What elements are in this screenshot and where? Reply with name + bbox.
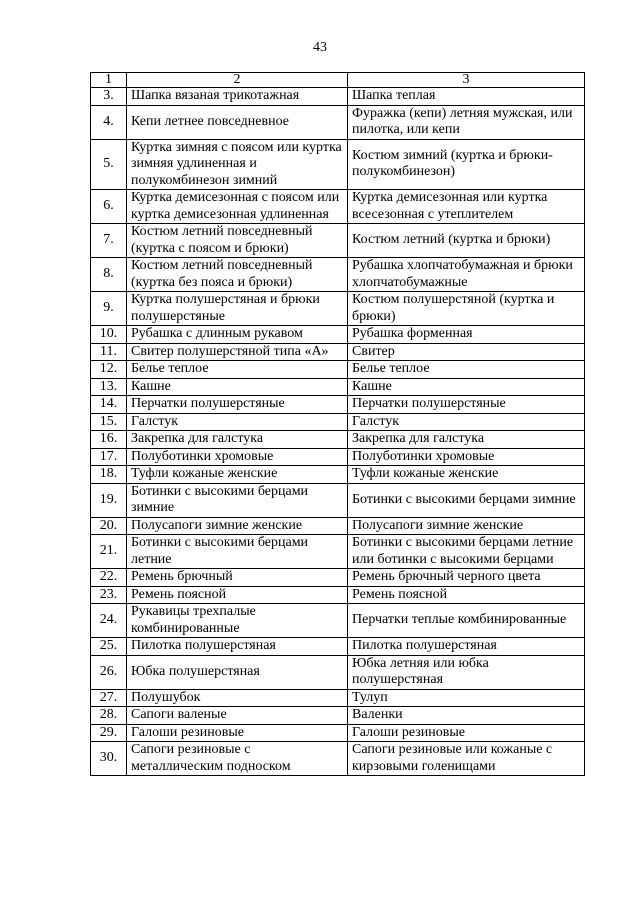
replacement-item-cell: Валенки bbox=[348, 707, 585, 725]
replaced-item-cell: Галстук bbox=[127, 413, 348, 431]
table-row bbox=[91, 396, 585, 414]
replacement-item-cell: Рубашка хлопчатобумажная и брюки хлопчатобумажные bbox=[348, 258, 585, 292]
replaced-item-cell: Куртка полушерстяная и брюки полушерстяные bbox=[127, 292, 348, 326]
table-row bbox=[91, 569, 585, 587]
table-row bbox=[91, 724, 585, 742]
replaced-item-cell: Сапоги валеные bbox=[127, 707, 348, 725]
replaced-item-cell: Ремень брючный bbox=[127, 569, 348, 587]
replaced-item-cell: Кепи летнее повседневное bbox=[127, 105, 348, 139]
replaced-item-cell: Свитер полушерстяной типа «А» bbox=[127, 343, 348, 361]
table-row bbox=[91, 742, 585, 776]
row-number-cell: 28. bbox=[91, 707, 127, 725]
table-row bbox=[91, 655, 585, 689]
table-row bbox=[91, 431, 585, 449]
table-row bbox=[91, 604, 585, 638]
replacement-item-cell: Туфли кожаные женские bbox=[348, 466, 585, 484]
replaced-item-cell: Юбка полушерстяная bbox=[127, 655, 348, 689]
replaced-item-cell: Ботинки с высокими берцами зимние bbox=[127, 483, 348, 517]
replaced-item-cell: Костюм летний повседневный (куртка без пояса и брюки) bbox=[127, 258, 348, 292]
replaced-item-cell: Ремень поясной bbox=[127, 586, 348, 604]
row-number-cell: 10. bbox=[91, 326, 127, 344]
row-number-cell: 11. bbox=[91, 343, 127, 361]
table-row bbox=[91, 448, 585, 466]
table-row bbox=[91, 88, 585, 106]
replaced-item-cell: Кашне bbox=[127, 378, 348, 396]
row-number-cell: 7. bbox=[91, 224, 127, 258]
table-row bbox=[91, 361, 585, 379]
row-number-cell: 15. bbox=[91, 413, 127, 431]
replacement-item-cell: Полуботинки хромовые bbox=[348, 448, 585, 466]
row-number-cell: 19. bbox=[91, 483, 127, 517]
row-number-cell: 13. bbox=[91, 378, 127, 396]
row-number-cell: 12. bbox=[91, 361, 127, 379]
replaced-item-cell: Сапоги резиновые с металлическим подноском bbox=[127, 742, 348, 776]
replacement-item-cell: Рубашка форменная bbox=[348, 326, 585, 344]
replaced-item-cell: Галоши резиновые bbox=[127, 724, 348, 742]
replacement-item-cell: Шапка теплая bbox=[348, 88, 585, 106]
table-row bbox=[91, 689, 585, 707]
replacement-item-cell: Белье теплое bbox=[348, 361, 585, 379]
replacement-item-cell: Свитер bbox=[348, 343, 585, 361]
table-row bbox=[91, 292, 585, 326]
replacement-item-cell: Костюм полушерстяной (куртка и брюки) bbox=[348, 292, 585, 326]
replacement-item-cell: Ремень брючный черного цвета bbox=[348, 569, 585, 587]
replacement-item-cell: Костюм зимний (куртка и брюки-полукомбинезон) bbox=[348, 139, 585, 190]
replaced-item-cell: Полуботинки хромовые bbox=[127, 448, 348, 466]
replacement-item-cell: Куртка демисезонная или куртка всесезонная с утеплителем bbox=[348, 190, 585, 224]
row-number-cell: 5. bbox=[91, 139, 127, 190]
replacement-item-cell: Кашне bbox=[348, 378, 585, 396]
table-row bbox=[91, 139, 585, 190]
replaced-item-cell: Рубашка с длинным рукавом bbox=[127, 326, 348, 344]
replacement-item-cell: Ремень поясной bbox=[348, 586, 585, 604]
replacement-item-cell: Перчатки полушерстяные bbox=[348, 396, 585, 414]
replaced-item-cell: Шапка вязаная трикотажная bbox=[127, 88, 348, 106]
table-row bbox=[91, 517, 585, 535]
table-row bbox=[91, 638, 585, 656]
table-row bbox=[91, 258, 585, 292]
row-number-cell: 9. bbox=[91, 292, 127, 326]
replacement-item-cell: Галоши резиновые bbox=[348, 724, 585, 742]
replacement-item-cell: Фуражка (кепи) летняя мужская, или пилотка, или кепи bbox=[348, 105, 585, 139]
row-number-cell: 24. bbox=[91, 604, 127, 638]
row-number-cell: 6. bbox=[91, 190, 127, 224]
items-table bbox=[90, 72, 585, 776]
replacement-item-cell: Юбка летняя или юбка полушерстяная bbox=[348, 655, 585, 689]
replaced-item-cell: Костюм летний повседневный (куртка с поясом и брюки) bbox=[127, 224, 348, 258]
row-number-cell: 4. bbox=[91, 105, 127, 139]
replaced-item-cell: Полушубок bbox=[127, 689, 348, 707]
replaced-item-cell: Закрепка для галстука bbox=[127, 431, 348, 449]
row-number-cell: 3. bbox=[91, 88, 127, 106]
replaced-item-cell: Перчатки полушерстяные bbox=[127, 396, 348, 414]
row-number-cell: 16. bbox=[91, 431, 127, 449]
row-number-cell: 17. bbox=[91, 448, 127, 466]
table-row bbox=[91, 343, 585, 361]
table-row bbox=[91, 466, 585, 484]
table-row bbox=[91, 707, 585, 725]
table-header-row bbox=[91, 73, 585, 88]
replaced-item-cell: Ботинки с высокими берцами летние bbox=[127, 535, 348, 569]
replaced-item-cell: Куртка демисезонная с поясом или куртка демисезонная удлиненная bbox=[127, 190, 348, 224]
table-row bbox=[91, 535, 585, 569]
replacement-item-cell: Сапоги резиновые или кожаные с кирзовыми голенищами bbox=[348, 742, 585, 776]
row-number-cell: 25. bbox=[91, 638, 127, 656]
row-number-cell: 23. bbox=[91, 586, 127, 604]
page-number: 43 bbox=[313, 40, 327, 55]
replaced-item-cell: Белье теплое bbox=[127, 361, 348, 379]
replaced-item-cell: Рукавицы трехпалые комбинированные bbox=[127, 604, 348, 638]
table-row bbox=[91, 224, 585, 258]
table-row bbox=[91, 326, 585, 344]
row-number-cell: 30. bbox=[91, 742, 127, 776]
replaced-item-cell: Туфли кожаные женские bbox=[127, 466, 348, 484]
header-cell-number: 1 bbox=[91, 73, 127, 88]
replacement-item-cell: Галстук bbox=[348, 413, 585, 431]
table-row bbox=[91, 190, 585, 224]
table-row bbox=[91, 586, 585, 604]
row-number-cell: 8. bbox=[91, 258, 127, 292]
table-row bbox=[91, 105, 585, 139]
row-number-cell: 14. bbox=[91, 396, 127, 414]
row-number-cell: 18. bbox=[91, 466, 127, 484]
replacement-item-cell: Закрепка для галстука bbox=[348, 431, 585, 449]
row-number-cell: 20. bbox=[91, 517, 127, 535]
replaced-item-cell: Куртка зимняя с поясом или куртка зимняя удлиненная и полукомбинезон зимний bbox=[127, 139, 348, 190]
table-row bbox=[91, 483, 585, 517]
replacement-item-cell: Тулуп bbox=[348, 689, 585, 707]
replacement-item-cell: Ботинки с высокими берцами зимние bbox=[348, 483, 585, 517]
items-table-body bbox=[91, 73, 585, 776]
row-number-cell: 21. bbox=[91, 535, 127, 569]
replaced-item-cell: Полусапоги зимние женские bbox=[127, 517, 348, 535]
row-number-cell: 27. bbox=[91, 689, 127, 707]
replacement-item-cell: Перчатки теплые комбинированные bbox=[348, 604, 585, 638]
row-number-cell: 22. bbox=[91, 569, 127, 587]
replacement-item-cell: Пилотка полушерстяная bbox=[348, 638, 585, 656]
table-row bbox=[91, 378, 585, 396]
replacement-item-cell: Ботинки с высокими берцами летние или ботинки с высокими берцами bbox=[348, 535, 585, 569]
table-row bbox=[91, 413, 585, 431]
row-number-cell: 26. bbox=[91, 655, 127, 689]
replacement-item-cell: Полусапоги зимние женские bbox=[348, 517, 585, 535]
header-cell-replaced-item: 2 bbox=[127, 73, 348, 88]
header-cell-replacement-item: 3 bbox=[348, 73, 585, 88]
replacement-item-cell: Костюм летний (куртка и брюки) bbox=[348, 224, 585, 258]
replaced-item-cell: Пилотка полушерстяная bbox=[127, 638, 348, 656]
row-number-cell: 29. bbox=[91, 724, 127, 742]
